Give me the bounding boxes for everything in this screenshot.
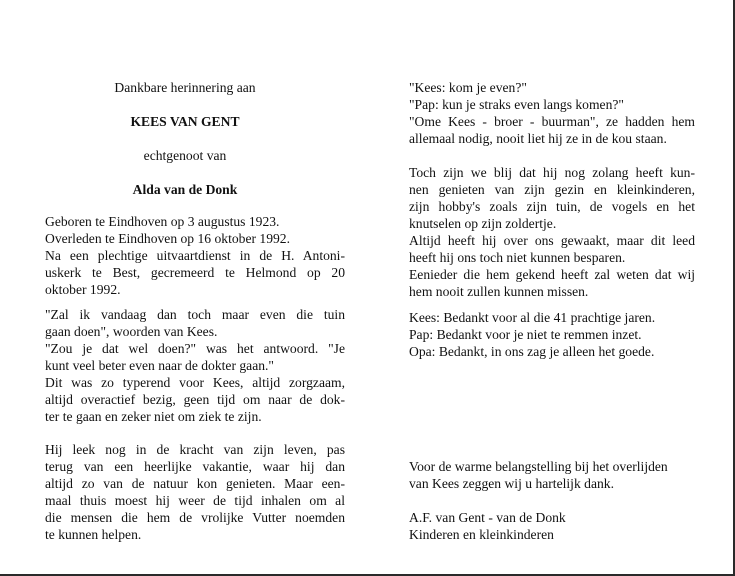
card-heading: Dankbare herinnering aan bbox=[114, 80, 256, 95]
paragraph-tuin bbox=[45, 306, 345, 425]
paragraph-line: altijd zo van de natuur kon genieten. Maar een- bbox=[45, 476, 345, 491]
bio-line: uskerk te Best, gecremeerd te Helmond op 20 bbox=[45, 265, 345, 280]
relation-text: echtgenoot van bbox=[143, 148, 227, 163]
spouse-name: Alda van de Donk bbox=[132, 182, 238, 197]
signature-block bbox=[409, 509, 695, 543]
paragraph-line: Hij leek nog in de kracht van zijn leven, pas bbox=[45, 442, 345, 457]
bio-line: Geboren te Eindhoven op 3 augustus 1923. bbox=[45, 214, 280, 229]
paragraph-line: maal thuis moest hij weer de tijd inhalen om al bbox=[45, 493, 345, 508]
thanks-line: Pap: Bedankt voor je niet te remmen inzet. bbox=[409, 327, 642, 342]
paragraph-line: te kunnen helpen. bbox=[45, 527, 142, 542]
paragraph-genieten bbox=[409, 164, 695, 300]
paragraph-line: "Zal ik vandaag dan toch maar even die tuin bbox=[45, 307, 345, 322]
closing-line: Voor de warme belangstelling bij het overlijden bbox=[409, 459, 668, 474]
paragraph-line: altijd overactief bezig, geen tijd om naar de dok- bbox=[45, 392, 345, 407]
paragraph-line: gaan doen", woorden van Kees. bbox=[45, 324, 218, 339]
bio-block bbox=[45, 213, 345, 298]
paragraph-vakantie bbox=[45, 441, 345, 543]
quote-line: "Ome Kees - broer - buurman", ze hadden hem bbox=[409, 114, 695, 129]
quote-line: allemaal nodig, nooit liet hij ze in de kou staan. bbox=[409, 131, 667, 146]
paragraph-line: Altijd heeft hij over ons gewaakt, maar dit leed bbox=[409, 233, 695, 248]
thanks-line: Opa: Bedankt, in ons zag je alleen het goede. bbox=[409, 344, 655, 359]
quote-line: "Kees: kom je even?" bbox=[409, 80, 527, 95]
bio-line: Overleden te Eindhoven op 16 oktober 1992. bbox=[45, 231, 291, 246]
deceased-name: KEES VAN GENT bbox=[130, 114, 240, 129]
paragraph-line: ter te gaan en zeker niet om ziek te zijn. bbox=[45, 409, 262, 424]
paragraph-line: die mensen die hem de vrolijke Vutter noemden bbox=[45, 510, 345, 525]
signature-line: A.F. van Gent - van de Donk bbox=[409, 510, 566, 525]
paragraph-line: nen genieten van zijn gezin en kleinkinderen, bbox=[409, 182, 695, 197]
paragraph-line: "Zou je dat wel doen?" was het antwoord. "Je bbox=[45, 341, 345, 356]
quotes-block bbox=[409, 79, 695, 147]
paragraph-line: hem nooit zullen kunnen missen. bbox=[409, 284, 589, 299]
closing-line: van Kees zeggen wij u hartelijk dank. bbox=[409, 476, 614, 491]
paragraph-line: zijn hobby's zoals zijn tuin, de vogels en het bbox=[409, 199, 695, 214]
paragraph-line: terug van een heerlijke vakantie, waar hij dan bbox=[45, 459, 345, 474]
paragraph-line: Eenieder die hem gekend heeft zal weten dat wij bbox=[409, 267, 695, 282]
paragraph-line: kunt veel beter even naar de dokter gaan." bbox=[45, 358, 274, 373]
bio-line: oktober 1992. bbox=[45, 282, 121, 297]
quote-line: "Pap: kun je straks even langs komen?" bbox=[409, 97, 624, 112]
paragraph-line: knutselen op zijn zoldertje. bbox=[409, 216, 557, 231]
bio-line: Na een plechtige uitvaartdienst in de H. Antoni- bbox=[45, 248, 345, 263]
paragraph-line: heeft hij ons toch niet kunnen besparen. bbox=[409, 250, 626, 265]
thanks-line: Kees: Bedankt voor al die 41 prachtige jaren. bbox=[409, 310, 656, 325]
paragraph-line: Dit was zo typerend voor Kees, altijd zorgzaam, bbox=[45, 375, 345, 390]
paragraph-line: Toch zijn we blij dat hij nog zolang heeft kun- bbox=[409, 165, 695, 180]
closing-block bbox=[409, 458, 695, 492]
signature-line: Kinderen en kleinkinderen bbox=[409, 527, 554, 542]
thanks-block bbox=[409, 309, 695, 360]
